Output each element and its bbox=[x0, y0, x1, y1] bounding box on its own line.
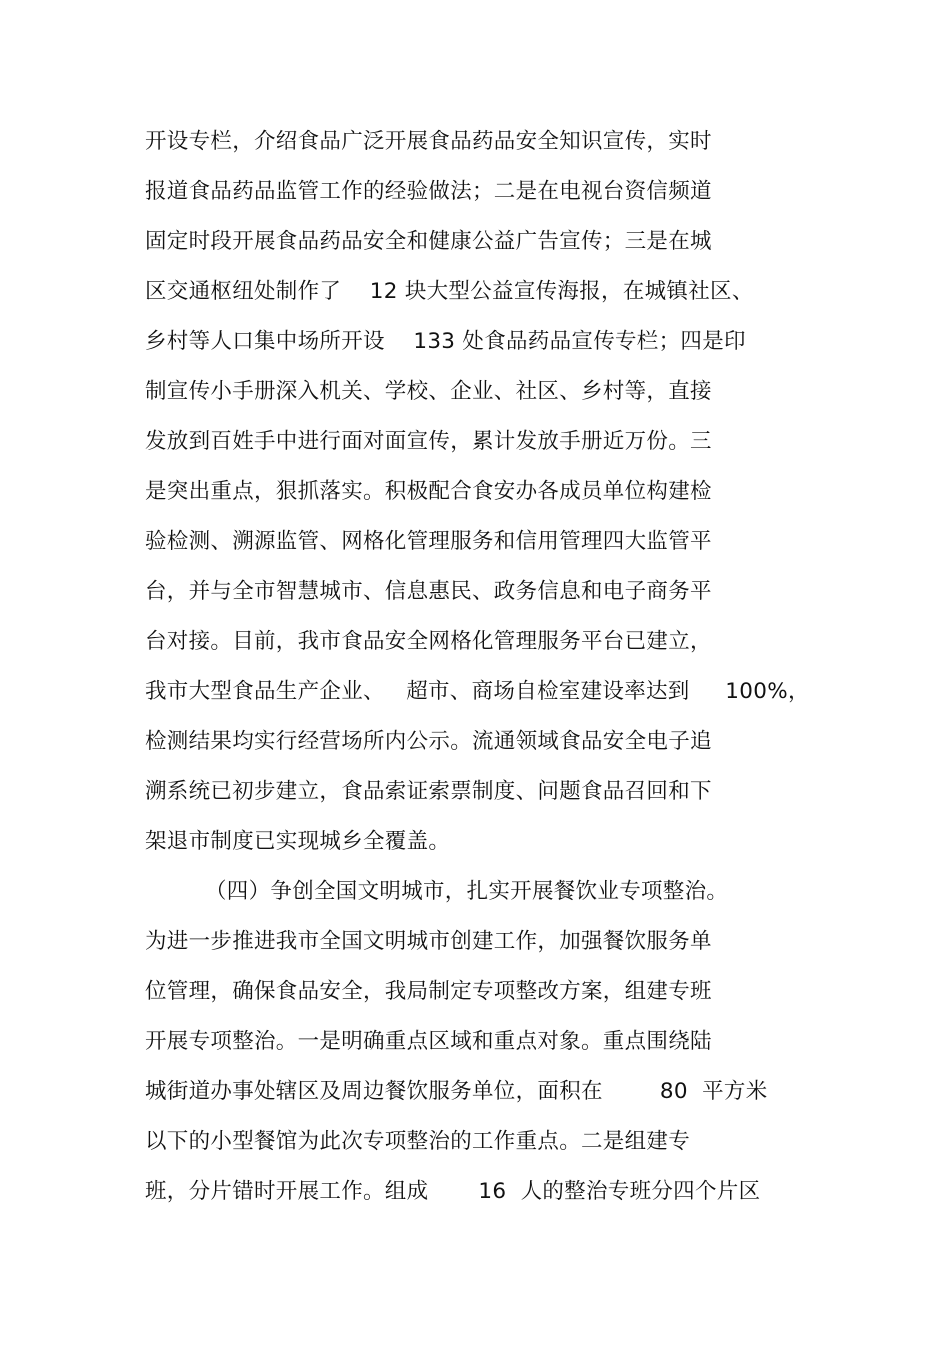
text-line: 检测结果均实行经营场所内公示。流通领域食品安全电子追 bbox=[145, 729, 712, 754]
text-line: 验检测、溯源监管、网格化管理服务和信用管理四大监管平 bbox=[145, 529, 712, 554]
text-line: 制宣传小手册深入机关、学校、企业、社区、乡村等，直接 bbox=[145, 379, 712, 404]
text-line: 是突出重点，狠抓落实。积极配合食安办各成员单位构建检 bbox=[145, 479, 712, 504]
text-line: 以下的小型餐馆为此次专项整治的工作重点。二是组建专 bbox=[145, 1129, 691, 1154]
text-line: 为进一步推进我市全国文明城市创建工作，加强餐饮服务单 bbox=[145, 929, 712, 954]
text-line: 固定时段开展食品药品安全和健康公益广告宣传；三是在城 bbox=[145, 229, 712, 254]
text-line: 溯系统已初步建立，食品索证索票制度、问题食品召回和下 bbox=[145, 779, 712, 804]
text-line: 报道食品药品监管工作的经验做法；二是在电视台资信频道 bbox=[145, 179, 712, 204]
text-line: 区交通枢纽处制作了 12 块大型公益宣传海报，在城镇社区、 bbox=[145, 279, 754, 304]
text-line: 发放到百姓手中进行面对面宣传，累计发放手册近万份。三 bbox=[145, 429, 712, 454]
text-line: 台对接。目前，我市食品安全网格化管理服务平台已建立， bbox=[145, 629, 712, 654]
text-line: 位管理，确保食品安全，我局制定专项整改方案，组建专班 bbox=[145, 979, 712, 1004]
text-line: 乡村等人口集中场所开设 133 处食品药品宣传专栏；四是印 bbox=[145, 329, 746, 354]
text-line: 台，并与全市智慧城市、信息惠民、政务信息和电子商务平 bbox=[145, 579, 712, 604]
text-line: 开设专栏，介绍食品广泛开展食品药品安全知识宣传，实时 bbox=[145, 129, 712, 154]
text-line: 我市大型食品生产企业、 超市、商场自检室建设率达到 100%， bbox=[145, 679, 810, 704]
section-heading: （四）争创全国文明城市，扎实开展餐饮业专项整治。 bbox=[205, 879, 729, 904]
text-line: 城街道办事处辖区及周边餐饮服务单位，面积在 80 平方米 bbox=[145, 1079, 768, 1104]
text-line: 架退市制度已实现城乡全覆盖。 bbox=[145, 829, 451, 854]
text-line: 班，分片错时开展工作。组成 16 人的整治专班分四个片区 bbox=[145, 1179, 761, 1204]
text-line: 开展专项整治。一是明确重点区域和重点对象。重点围绕陆 bbox=[145, 1029, 712, 1054]
